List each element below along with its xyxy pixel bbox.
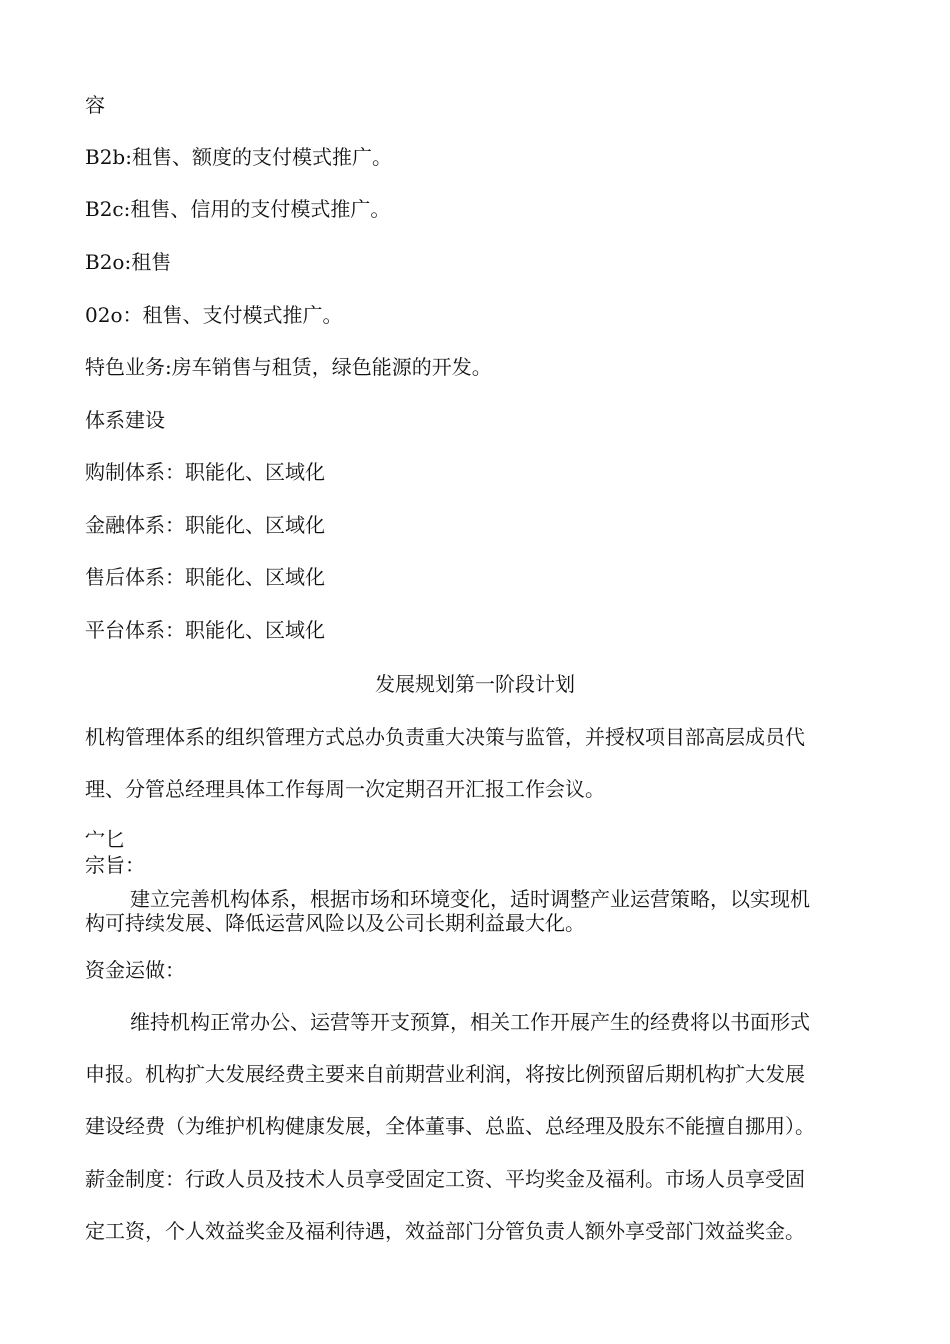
section-title-plan: 发展规划第一阶段计划 [375, 672, 575, 696]
salary-paragraph-line: 定工资，个人效益奖金及福利待遇，效益部门分管负责人额外享受部门效益奖金。 [85, 1219, 805, 1243]
capital-label: 资金运做： [85, 958, 185, 982]
salary-paragraph-line: 薪金制度：行政人员及技术人员享受固定工资、平均奖金及福利。市场人员享受固 [85, 1167, 805, 1191]
business-line-b2c: B2c:租售、信用的支付模式推广。 [85, 197, 391, 221]
capital-paragraph-line: 维持机构正常办公、运营等开支预算，相关工作开展产生的经费将以书面形式 [130, 1010, 810, 1034]
management-paragraph-line: 机构管理体系的组织管理方式总办负责重大决策与监管，并授权项目部高层成员代 [85, 725, 805, 749]
business-line-o2o: 02o：租售、支付模式推广。 [85, 303, 343, 327]
text-fragment: 容 [85, 93, 105, 117]
system-line-finance: 金融体系：职能化、区域化 [85, 513, 325, 537]
capital-paragraph-line: 申报。机构扩大发展经费主要来自前期营业利润，将按比例预留后期机构扩大发展 [85, 1062, 805, 1086]
business-line-b2b: B2b:租售、额度的支付模式推广。 [85, 145, 392, 169]
capital-paragraph-line: 建设经费（为维护机构健康发展，全体董事、总监、总经理及股东不能擅自挪用）。 [85, 1114, 815, 1138]
purpose-paragraph-line: 构可持续发展、降低运营风险以及公司长期利益最大化。 [85, 911, 585, 935]
management-paragraph-line: 理、分管总经理具体工作每周一次定期召开汇报工作会议。 [85, 777, 605, 801]
purpose-label: 宗旨： [85, 853, 145, 877]
system-line-purchase: 购制体系：职能化、区域化 [85, 460, 325, 484]
system-line-platform: 平台体系：职能化、区域化 [85, 618, 325, 642]
business-line-special: 特色业务:房车销售与租赁，绿色能源的开发。 [85, 355, 492, 379]
system-line-aftersales: 售后体系：职能化、区域化 [85, 565, 325, 589]
section-heading-system: 体系建设 [85, 408, 165, 432]
business-line-b2o: B2o:租售 [85, 250, 172, 274]
stray-characters: 宀匕 [85, 827, 125, 851]
purpose-paragraph-line: 建立完善机构体系，根据市场和环境变化，适时调整产业运营策略，以实现机 [130, 887, 810, 911]
